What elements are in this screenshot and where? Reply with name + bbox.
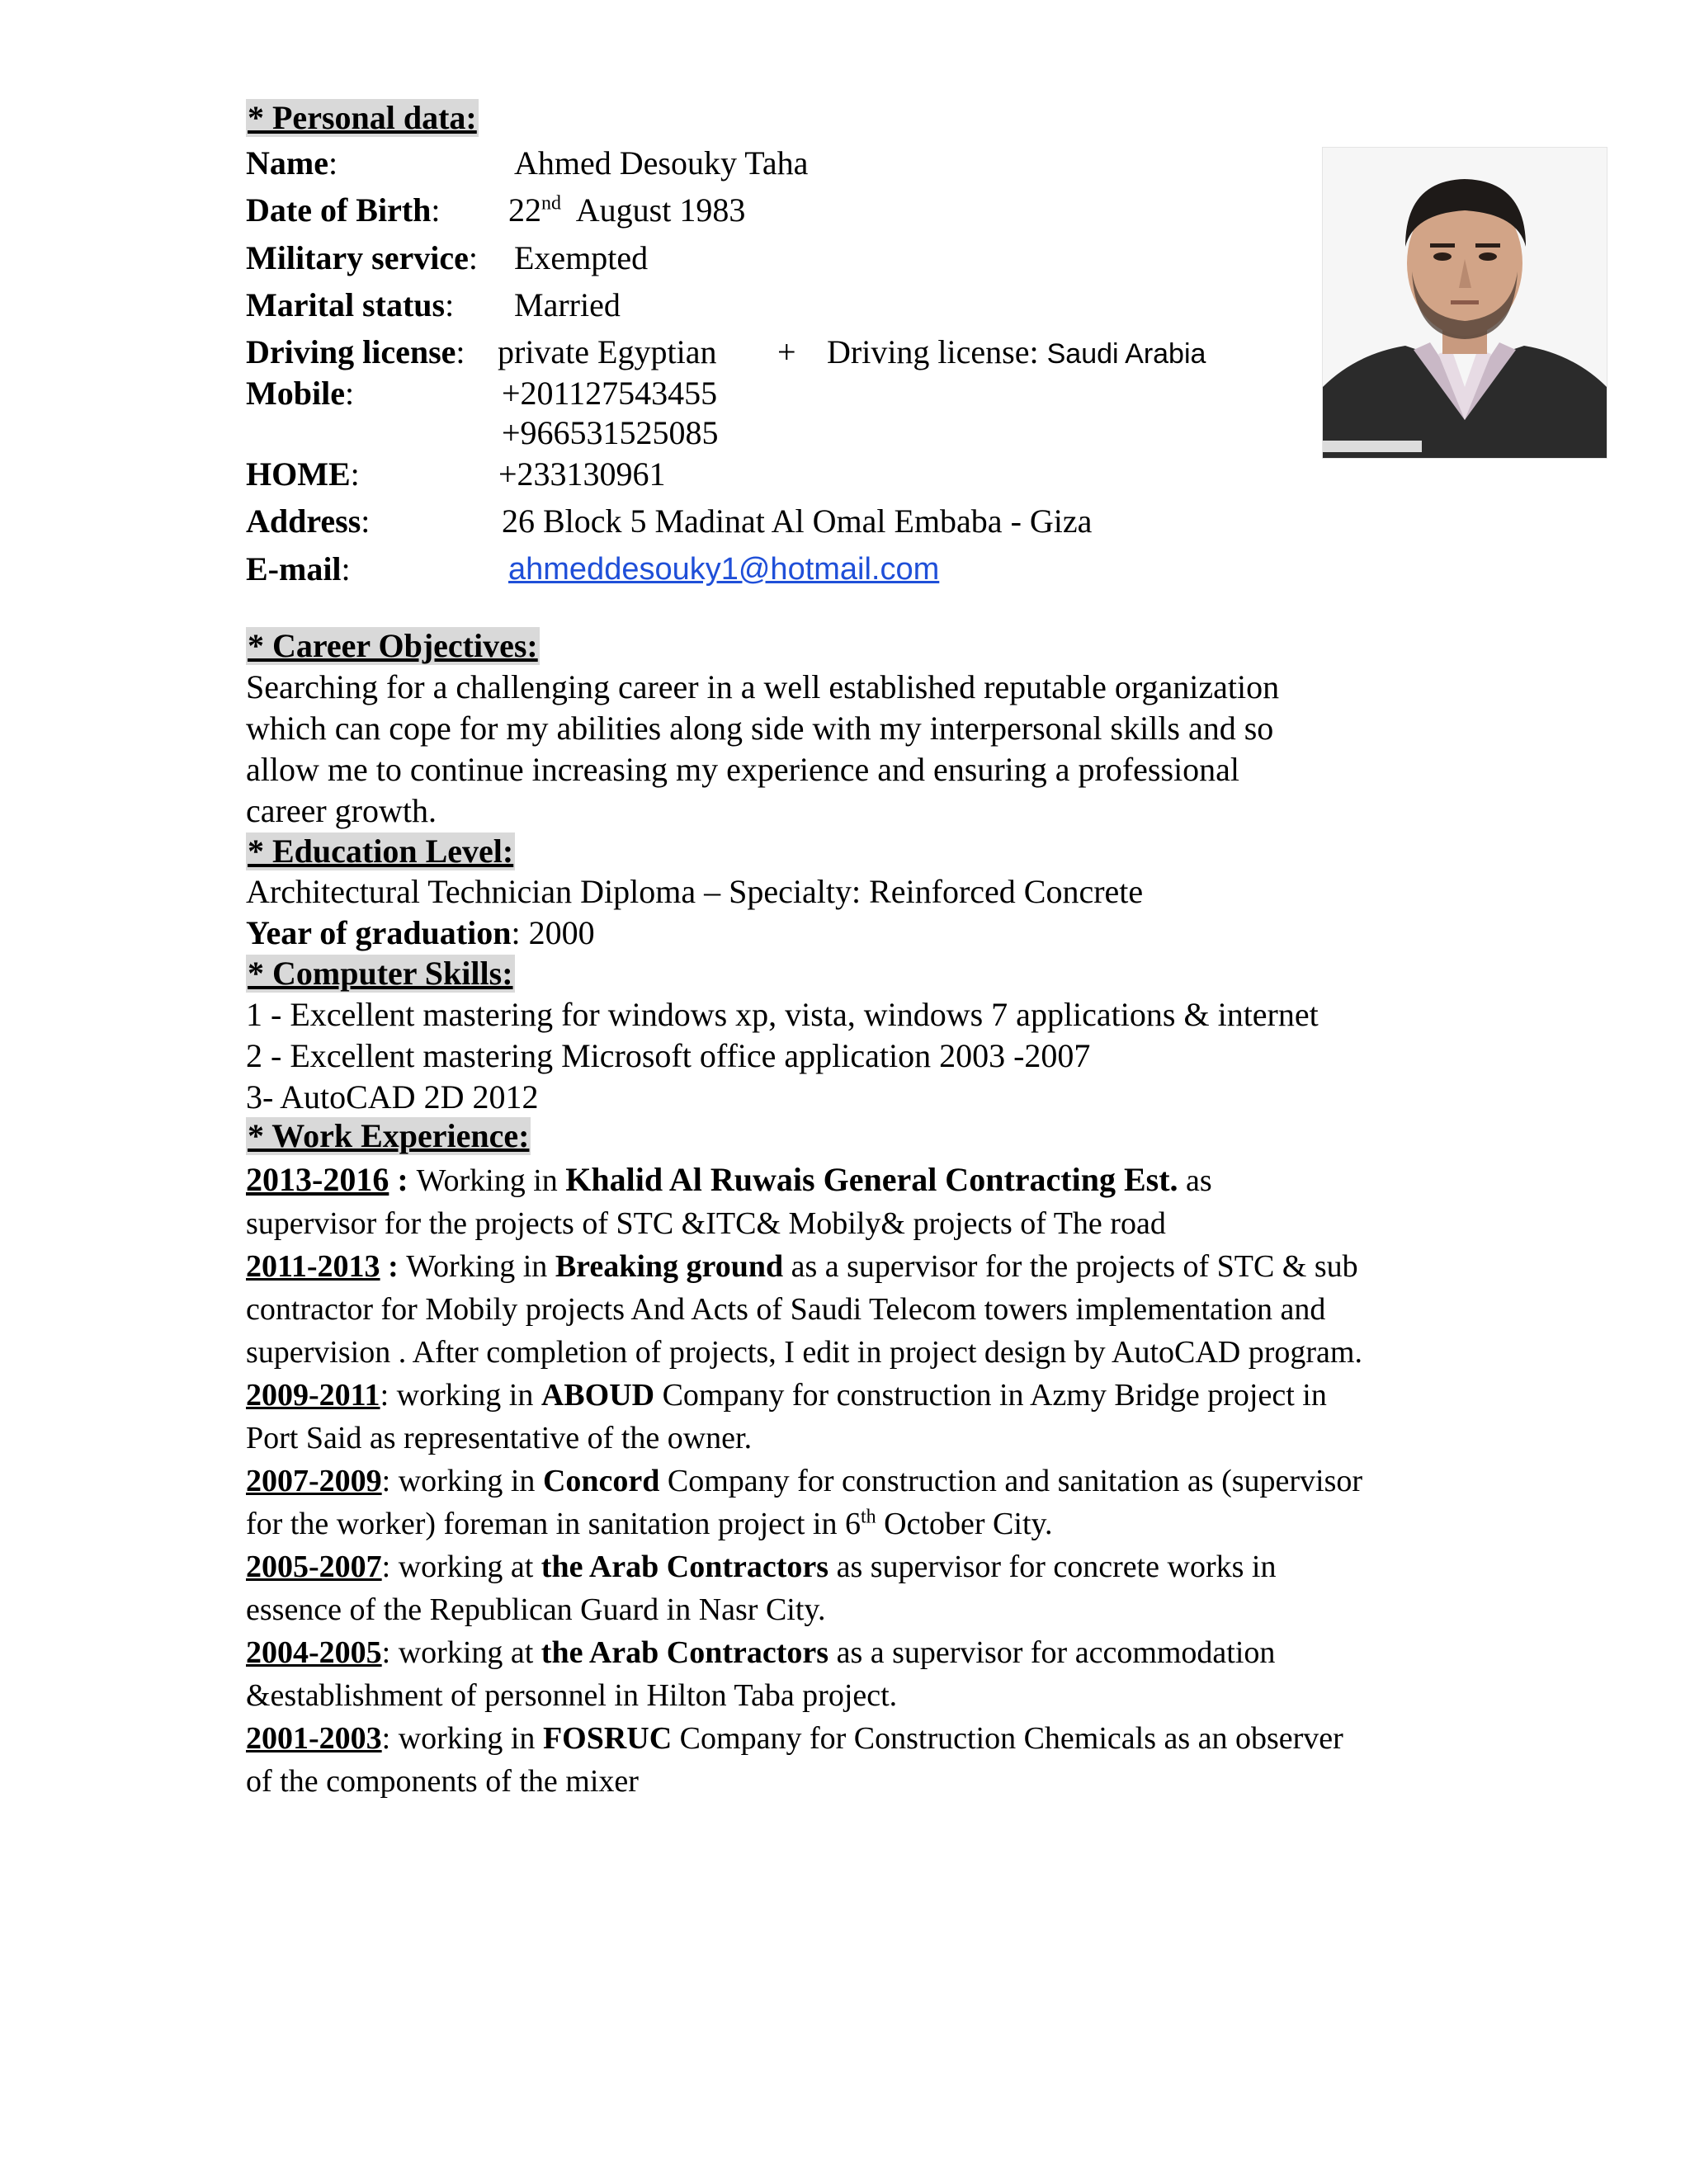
work-entry-5: 2005-2007: working at the Arab Contractors as supervisor for concrete works in essence of the Republican Guard in Nasr City. bbox=[246, 1550, 1277, 1627]
email-link[interactable]: ahmeddesouky1@hotmail.com bbox=[508, 552, 940, 587]
name-label: Name bbox=[246, 144, 328, 182]
driving2-value: Saudi Arabia bbox=[1046, 338, 1206, 370]
skill-item: 1 - Excellent mastering for windows xp, vista, windows 7 applications & internet bbox=[246, 996, 1319, 1033]
marital-label: Marital status bbox=[246, 286, 446, 323]
work-entry-2: 2011-2013 : Working in Breaking ground as a supervisor for the projects of STC & sub contractor for Mobily projects And Acts of Saudi Telecom towers implementation and supervision . After completion of projects, I edit in project design by AutoCAD program. bbox=[246, 1249, 1362, 1370]
computer-skills-heading: * Computer Skills: bbox=[248, 955, 513, 992]
education-text: Architectural Technician Diploma – Specialty: Reinforced Concrete Year of graduation: 2000 bbox=[246, 873, 1144, 951]
home-value: +233130961 bbox=[498, 455, 666, 493]
email-label: E-mail bbox=[246, 550, 342, 587]
military-label: Military service bbox=[246, 239, 469, 276]
work-experience-heading: * Work Experience: bbox=[248, 1117, 530, 1154]
home-row: HOME: +233130961 bbox=[246, 454, 360, 495]
name-row: Name: Ahmed Desouky Taha bbox=[246, 143, 338, 184]
career-objectives-heading: * Career Objectives: bbox=[248, 627, 538, 664]
education-heading: * Education Level: bbox=[248, 833, 514, 870]
skill-item: 2 - Excellent mastering Microsoft office application 2003 -2007 bbox=[246, 1037, 1091, 1074]
dob-label: Date of Birth bbox=[246, 191, 432, 229]
plus-sign: + bbox=[777, 333, 796, 370]
home-label: HOME bbox=[246, 455, 351, 493]
work-entry-7: 2001-2003: working in FOSRUC Company for Construction Chemicals as an observer of the components of the mixer bbox=[246, 1721, 1343, 1799]
career-objectives-text: Searching for a challenging career in a well established reputable organization which can cope for my abilities along side with my interpersonal skills and so allow me to continue increasing my experience and ensuring a professional career growth. bbox=[246, 668, 1280, 829]
address-label: Address bbox=[246, 502, 361, 540]
mobile-row: Mobile: +201127543455 bbox=[246, 373, 354, 414]
work-entry-1: 2013-2016 : Working in Khalid Al Ruwais General Contracting Est. as supervisor for the projects of STC &ITC& Mobily& projects of The road bbox=[246, 1161, 1212, 1241]
address-value: 26 Block 5 Madinat Al Omal Embaba - Giza bbox=[502, 502, 1093, 540]
address-row: Address: 26 Block 5 Madinat Al Omal Embaba - Giza bbox=[246, 501, 370, 542]
driving-value: private Egyptian bbox=[498, 333, 717, 370]
computer-skills-list bbox=[246, 994, 1467, 1118]
work-entry-4: 2007-2009: working in Concord Company for construction and sanitation as (supervisor for the worker) foreman in sanitation project in 6th October City. bbox=[246, 1464, 1363, 1541]
driving2 bbox=[827, 332, 1206, 375]
work-entry-3: 2009-2011: working in ABOUD Company for construction in Azmy Bridge project in Port Said as representative of the owner. bbox=[246, 1378, 1327, 1455]
work-list bbox=[246, 1158, 1467, 1803]
marital-value: Married bbox=[514, 286, 621, 323]
mobile-1: +201127543455 bbox=[502, 375, 718, 412]
dob-value: 22nd August 1983 bbox=[508, 191, 746, 229]
marital-row: Marital status: Married bbox=[246, 285, 454, 326]
military-row: Military service: Exempted bbox=[246, 238, 478, 279]
mobile-2: +966531525085 bbox=[502, 414, 719, 451]
profile-photo bbox=[1322, 147, 1607, 459]
skill-item: 3- AutoCAD 2D 2012 bbox=[246, 1078, 539, 1116]
work-entry-6: 2004-2005: working at the Arab Contractors as a supervisor for accommodation &establishment of personnel in Hilton Taba project. bbox=[246, 1635, 1276, 1713]
driving-label: Driving license bbox=[246, 333, 456, 370]
email-row: E-mail: ahmeddesouky1@hotmail.com bbox=[246, 549, 351, 590]
person-photo-icon bbox=[1323, 148, 1607, 458]
name-value: Ahmed Desouky Taha bbox=[514, 144, 809, 182]
personal-data-heading: * Personal data: bbox=[248, 99, 477, 136]
dob-row: Date of Birth: 22nd August 1983 bbox=[246, 190, 441, 231]
mobile-label: Mobile bbox=[246, 375, 345, 412]
driving2-label: Driving license: bbox=[827, 333, 1039, 370]
military-value: Exempted bbox=[514, 239, 649, 276]
driving-row: Driving license: private Egyptian + Driving license: Saudi Arabia bbox=[246, 332, 465, 373]
